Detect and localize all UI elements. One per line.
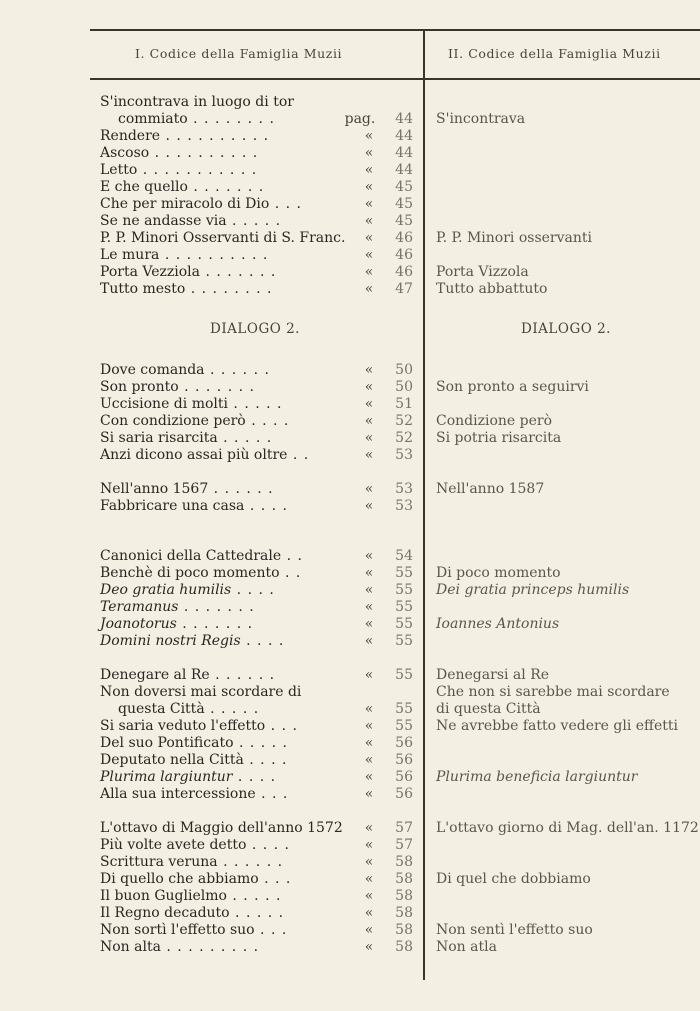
ditto-mark: «	[364, 281, 374, 297]
table-row	[0, 430, 700, 447]
right-reading: Son pronto a seguirvi	[436, 379, 589, 395]
left-reading: Anzi dicono assai più oltre . .	[100, 447, 310, 463]
right-reading: Nell'anno 1587	[436, 481, 545, 497]
table-row	[0, 786, 700, 803]
ditto-mark: «	[364, 837, 374, 853]
table-row	[0, 413, 700, 430]
table-row	[0, 735, 700, 752]
table-row	[0, 820, 700, 837]
left-reading: Benchè di poco momento . .	[100, 565, 302, 581]
ditto-mark: «	[364, 213, 374, 229]
ditto-mark: «	[364, 548, 374, 564]
table-row	[0, 162, 700, 179]
right-reading: L'ottavo giorno di Mag. dell'an. 1172	[436, 820, 699, 836]
ditto-mark: «	[364, 735, 374, 751]
left-reading: questa Città . . . . .	[118, 701, 260, 717]
right-reading: Tutto abbattuto	[436, 281, 548, 297]
page-number: 55	[395, 718, 413, 734]
table-row	[0, 379, 700, 396]
page-number: 44	[395, 128, 413, 144]
page-number: 46	[395, 264, 413, 280]
page-number: 58	[395, 905, 413, 921]
table-row	[0, 230, 700, 247]
page-number: 56	[395, 752, 413, 768]
ditto-mark: «	[364, 820, 374, 836]
left-reading: Non alta . . . . . . . . .	[100, 939, 260, 955]
ditto-mark: «	[364, 128, 374, 144]
ditto-mark: «	[364, 247, 374, 263]
page-number: 55	[395, 565, 413, 581]
right-reading: Non sentì l'effetto suo	[436, 922, 593, 938]
page-number: 58	[395, 939, 413, 955]
right-reading: P. P. Minori osservanti	[436, 230, 592, 246]
ditto-mark: «	[364, 196, 374, 212]
table-row	[0, 718, 700, 735]
left-reading: Son pronto . . . . . . .	[100, 379, 255, 395]
page-number: 44	[395, 111, 413, 127]
page-number: 44	[395, 162, 413, 178]
page-number: 55	[395, 582, 413, 598]
ditto-mark: «	[364, 633, 374, 649]
left-reading: E che quello . . . . . . .	[100, 179, 265, 195]
page-number: 58	[395, 871, 413, 887]
left-reading: Rendere . . . . . . . . . .	[100, 128, 270, 144]
table-row	[0, 582, 700, 599]
section-title-right: DIALOGO 2.	[521, 321, 611, 337]
right-reading: Denegarsi al Re	[436, 667, 550, 683]
right-reading: di questa Città	[436, 701, 541, 717]
right-reading: Che non si sarebbe mai scordare	[436, 684, 670, 700]
page-number: 58	[395, 922, 413, 938]
page-number: 55	[395, 667, 413, 683]
left-reading: commiato . . . . . . . .	[118, 111, 275, 127]
left-reading: Con condizione però . . . .	[100, 413, 290, 429]
ditto-mark: «	[364, 430, 374, 446]
table-row	[0, 396, 700, 413]
left-reading: Se ne andasse via . . . . .	[100, 213, 282, 229]
page-number: 45	[395, 196, 413, 212]
table-row	[0, 922, 700, 939]
page-number: 55	[395, 616, 413, 632]
left-reading: S'incontrava in luogo di tor	[100, 94, 294, 110]
section-title-left: DIALOGO 2.	[210, 321, 300, 337]
ditto-mark: «	[364, 413, 374, 429]
right-reading: Si potria risarcita	[436, 430, 562, 446]
left-reading: Nell'anno 1567 . . . . . .	[100, 481, 274, 497]
ditto-mark: «	[364, 701, 374, 717]
left-reading: Teramanus . . . . . . .	[100, 599, 255, 615]
table-row	[0, 565, 700, 582]
right-reading: Non atla	[436, 939, 497, 955]
table-row	[0, 837, 700, 854]
page-number: 56	[395, 735, 413, 751]
table-row	[0, 854, 700, 871]
right-reading: Dei gratia princeps humilis	[436, 582, 630, 598]
page-number: 55	[395, 701, 413, 717]
page-number: 57	[395, 837, 413, 853]
ditto-mark: «	[364, 854, 374, 870]
ditto-mark: «	[364, 396, 374, 412]
table-row	[0, 939, 700, 956]
table-row	[0, 701, 700, 718]
left-reading: Alla sua intercessione . . .	[100, 786, 289, 802]
page-number: 47	[395, 281, 413, 297]
table-row	[0, 769, 700, 786]
page-number: 46	[395, 230, 413, 246]
left-reading: L'ottavo di Maggio dell'anno 1572	[100, 820, 343, 836]
left-reading: Denegare al Re . . . . . .	[100, 667, 276, 683]
table-row	[0, 871, 700, 888]
table-row	[0, 281, 700, 298]
table-row	[0, 213, 700, 230]
table-row	[0, 247, 700, 264]
page-number: 51	[395, 396, 413, 412]
page-number: 53	[395, 447, 413, 463]
table-row	[0, 667, 700, 684]
page-number: 56	[395, 769, 413, 785]
ditto-mark: «	[364, 379, 374, 395]
page-number: 50	[395, 379, 413, 395]
table-row	[0, 616, 700, 633]
ditto-mark: «	[364, 752, 374, 768]
table-row	[0, 94, 700, 111]
left-reading: Letto . . . . . . . . . . .	[100, 162, 258, 178]
ditto-mark: «	[364, 264, 374, 280]
left-reading: Più volte avete detto . . . .	[100, 837, 290, 853]
right-reading: Di poco momento	[436, 565, 561, 581]
left-reading: Non sortì l'effetto suo . . .	[100, 922, 288, 938]
ditto-mark: «	[364, 162, 374, 178]
page-number: 53	[395, 481, 413, 497]
left-reading: Tutto mesto . . . . . . . .	[100, 281, 273, 297]
ditto-mark: «	[364, 179, 374, 195]
left-reading: Porta Vezziola . . . . . . .	[100, 264, 277, 280]
table-row	[0, 179, 700, 196]
left-reading: Fabbricare una casa . . . .	[100, 498, 288, 514]
page-number: 57	[395, 820, 413, 836]
ditto-mark: «	[364, 481, 374, 497]
table-row	[0, 599, 700, 616]
ditto-mark: «	[364, 718, 374, 734]
ditto-mark: pag.	[344, 111, 376, 127]
table-row	[0, 196, 700, 213]
left-reading: Le mura . . . . . . . . . .	[100, 247, 269, 263]
left-reading: Scrittura veruna . . . . . .	[100, 854, 284, 870]
left-reading: P. P. Minori Osservanti di S. Franc.	[100, 230, 346, 246]
ditto-mark: «	[364, 769, 374, 785]
left-reading: Del suo Pontificato . . . . .	[100, 735, 289, 751]
page-number: 56	[395, 786, 413, 802]
ditto-mark: «	[364, 565, 374, 581]
ditto-mark: «	[364, 905, 374, 921]
left-reading: Non doversi mai scordare di	[100, 684, 302, 700]
top-rule	[90, 29, 700, 31]
column-header-left: I. Codice della Famiglia Muzii	[135, 46, 343, 61]
left-reading: Si saria risarcita . . . . .	[100, 430, 273, 446]
ditto-mark: «	[364, 939, 374, 955]
column-header-right: II. Codice della Famiglia Muzii	[448, 46, 661, 61]
left-reading: Ascoso . . . . . . . . . .	[100, 145, 259, 161]
page-number: 54	[395, 548, 413, 564]
ditto-mark: «	[364, 667, 374, 683]
left-reading: Si saria veduto l'effetto . . .	[100, 718, 298, 734]
ditto-mark: «	[364, 447, 374, 463]
right-reading: S'incontrava	[436, 111, 526, 127]
table-row	[0, 548, 700, 565]
table-row	[0, 128, 700, 145]
page-number: 55	[395, 599, 413, 615]
ditto-mark: «	[364, 888, 374, 904]
page-number: 55	[395, 633, 413, 649]
left-reading: Plurima largiuntur . . . .	[100, 769, 277, 785]
left-reading: Joanotorus . . . . . . .	[100, 616, 254, 632]
table-row	[0, 684, 700, 701]
table-row	[0, 905, 700, 922]
table-row	[0, 362, 700, 379]
page-number: 53	[395, 498, 413, 514]
right-reading: Porta Vizzola	[436, 264, 529, 280]
ditto-mark: «	[364, 871, 374, 887]
page-number: 46	[395, 247, 413, 263]
ditto-mark: «	[364, 786, 374, 802]
left-reading: Il buon Guglielmo . . . . .	[100, 888, 282, 904]
right-reading: Condizione però	[436, 413, 552, 429]
right-reading: Di quel che dobbiamo	[436, 871, 591, 887]
page-number: 58	[395, 888, 413, 904]
right-reading: Plurima beneficia largiuntur	[436, 769, 638, 785]
page-number: 52	[395, 430, 413, 446]
page-number: 52	[395, 413, 413, 429]
left-reading: Il Regno decaduto . . . . .	[100, 905, 285, 921]
left-reading: Che per miracolo di Dio . . .	[100, 196, 302, 212]
page-number: 58	[395, 854, 413, 870]
right-reading: Ioannes Antonius	[436, 616, 560, 632]
table-row	[0, 111, 700, 128]
left-reading: Deo gratia humilis . . . .	[100, 582, 275, 598]
table-row	[0, 481, 700, 498]
ditto-mark: «	[364, 599, 374, 615]
ditto-mark: «	[364, 582, 374, 598]
page-number: 45	[395, 213, 413, 229]
table-row	[0, 888, 700, 905]
ditto-mark: «	[364, 616, 374, 632]
page-number: 44	[395, 145, 413, 161]
page-number: 50	[395, 362, 413, 378]
table-row	[0, 498, 700, 515]
ditto-mark: «	[364, 362, 374, 378]
header-rule	[90, 78, 700, 80]
ditto-mark: «	[364, 230, 374, 246]
left-reading: Domini nostri Regis . . . .	[100, 633, 285, 649]
left-reading: Uccisione di molti . . . . .	[100, 396, 283, 412]
table-row	[0, 752, 700, 769]
left-reading: Dove comanda . . . . . .	[100, 362, 270, 378]
left-reading: Deputato nella Città . . . .	[100, 752, 288, 768]
ditto-mark: «	[364, 145, 374, 161]
right-reading: Ne avrebbe fatto vedere gli effetti	[436, 718, 679, 734]
table-row	[0, 264, 700, 281]
table-row	[0, 447, 700, 464]
ditto-mark: «	[364, 922, 374, 938]
page-number: 45	[395, 179, 413, 195]
left-reading: Canonici della Cattedrale . .	[100, 548, 303, 564]
table-row	[0, 145, 700, 162]
ditto-mark: «	[364, 498, 374, 514]
table-row	[0, 633, 700, 650]
left-reading: Di quello che abbiamo . . .	[100, 871, 292, 887]
